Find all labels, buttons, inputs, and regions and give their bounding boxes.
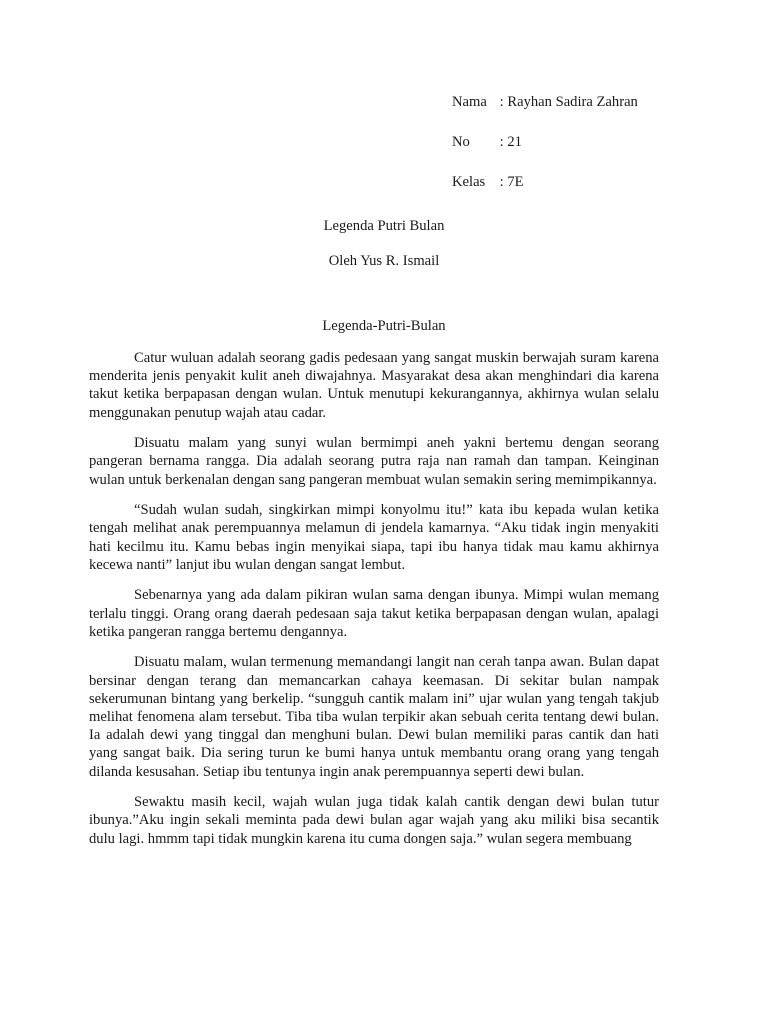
nama-value: : Rayhan Sadira Zahran bbox=[499, 94, 638, 110]
no-label: No bbox=[452, 134, 470, 150]
paragraph-2: Disuatu malam yang sunyi wulan bermimpi aneh yakni bertemu dengan seorang pangeran bernama rangga. Dia adalah seorang putra raja nan ramah dan tampan. Keinginan wulan untuk berkenalan dengan sang pangeran membuat wulan semakin sering memimpikannya. bbox=[89, 435, 659, 488]
kelas-label: Kelas bbox=[452, 174, 486, 190]
paragraph-4: Sebenarnya yang ada dalam pikiran wulan sama dengan ibunya. Mimpi wulan memang terlalu tinggi. Orang orang daerah pedesaan saja takut ketika berpapasan dengan wulan, apalagi ketika pangeran rangga bertemu dengannya. bbox=[89, 587, 659, 640]
paragraph-6: Sewaktu masih kecil, wajah wulan juga tidak kalah cantik dengan dewi bulan tutur ibunya.”Aku ingin sekali meminta pada dewi bulan agar wajah yang aku miliki bisa secantik dulu lagi. hmmm tapi tidak mungkin karena itu cuma dongen saja.” wulan segera membuang bbox=[89, 794, 659, 847]
story-title: Legenda-Putri-Bulan bbox=[322, 318, 446, 334]
paragraph-3: “Sudah wulan sudah, singkirkan mimpi konyolmu itu!” kata ibu kepada wulan ketika tengah melihat anak perempuannya melamun di jendela kamarnya. “Aku tidak ingin menyakiti hati kecilmu itu. Kamu bebas ingin menyikai siapa, tapi ibu hanya tidak mau kamu akhirnya kecewa nanti” lanjut ibu wulan dengan sangat lembut. bbox=[89, 502, 659, 573]
document-title: Legenda Putri Bulan bbox=[323, 218, 445, 234]
info-kelas-row bbox=[452, 173, 524, 191]
paragraph-1: Catur wuluan adalah seorang gadis pedesaan yang sangat muskin berwajah suram karena menderita jenis penyakit kulit aneh diwajahnya. Masyarakat desa akan menghindari dia karena takut ketika berpapasan dengan wulan. Untuk menutupi kekurangannya, akhirnya wulan selalu menggunakan penutup wajah atau cadar. bbox=[89, 350, 659, 421]
kelas-value: : 7E bbox=[499, 174, 524, 190]
info-nama-row bbox=[452, 93, 638, 111]
no-value: : 21 bbox=[499, 134, 522, 150]
info-no-row bbox=[452, 133, 522, 151]
document-author: Oleh Yus R. Ismail bbox=[328, 253, 440, 269]
story-body bbox=[89, 349, 659, 860]
nama-label: Nama bbox=[452, 94, 487, 110]
paragraph-5: Disuatu malam, wulan termenung memandangi langit nan cerah tanpa awan. Bulan dapat bersinar dengan terang dan memancarkan cahaya keemasan. Di sekitar bulan nampak sekerumunan bintang yang berkelip. “sungguh cantik malam ini” ujar wulan yang tengah takjub melihat fenomena alam tersebut. Tiba tiba wulan terpikir akan sebuah cerita tentang dewi bulan. Ia adalah dewi yang tinggal dan menghuni bulan. Dewi bulan memiliki paras cantik dan hati yang sangat baik. Dia sering turun ke bumi hanya untuk membantu orang orang yang tengah dilanda kesusahan. Setiap ibu tentunya ingin anak perempuannya seperti dewi bulan. bbox=[89, 654, 659, 780]
